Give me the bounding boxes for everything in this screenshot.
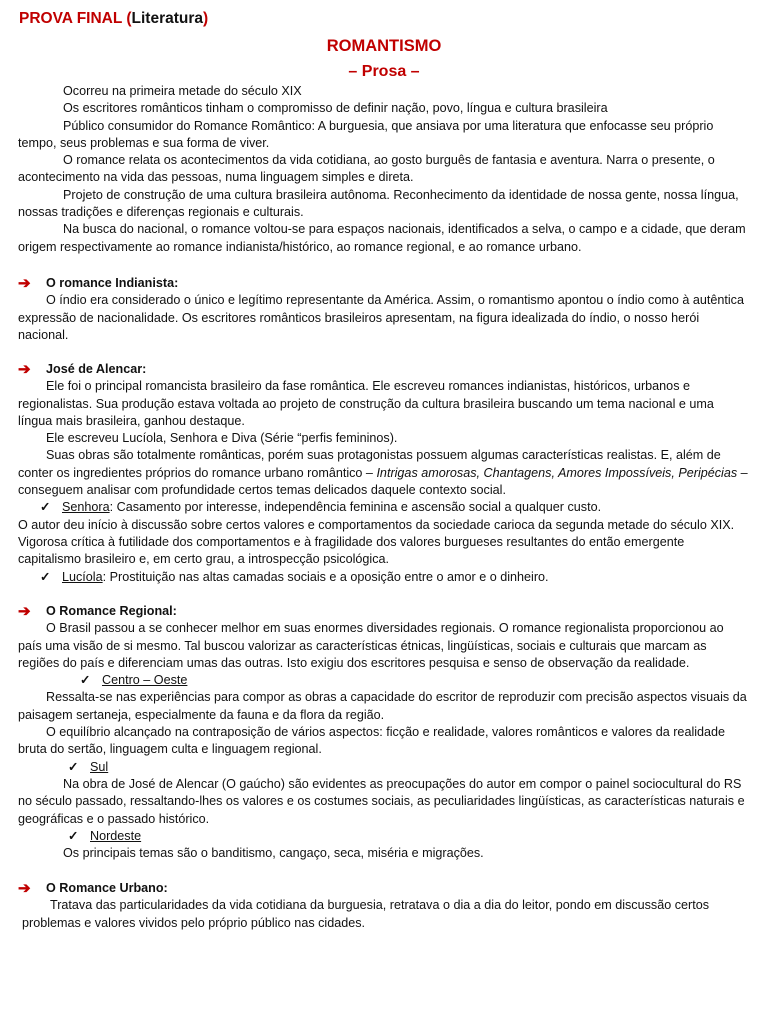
luciola-label: Lucíola <box>62 569 103 584</box>
intro-paragraph: Projeto de construção de uma cultura brasileira autônoma. Reconhecimento da identidade de nossa gente, nossa língua, nossas tradições e diferenças regionais e culturais. <box>18 187 739 220</box>
intro-paragraph: Público consumidor do Romance Romântico: A burguesia, que ansiava por uma literatura que enfocasse seu próprio tempo, seus problemas e sua forma de viver. <box>18 118 714 150</box>
sul-item <box>18 759 748 776</box>
indianista-section <box>18 275 748 344</box>
checkmark-icon: ✓ <box>68 828 79 843</box>
senhora-label: Senhora <box>62 500 110 515</box>
regional-text: O Brasil passou a se conhecer melhor em suas enormes diversidades regionais. O romance regionalista proporcionou ao país uma visão de si mesmo. Tal buscou valorizar as características étnicas, lingüísticas, sociais e culturais que marcam as regiões do país e diferenciam umas das outras. Isto exigiu dos escritores pesquisa e senso de observação da realidade. <box>18 621 724 670</box>
alencar-heading: José de Alencar: <box>46 362 147 376</box>
alencar-paragraph: Ele foi o principal romancista brasileiro da fase romântica. Ele escreveu romances indianistas, históricos, urbanos e regionalistas. Sua produção estava voltada ao projeto de construção da cultura brasileira buscando um tema nacional e uma língua mais brasileira, ganhou destaque. <box>18 379 714 428</box>
nordeste-item <box>18 828 748 845</box>
nordeste-label: Nordeste <box>90 828 142 843</box>
arrow-right-icon: ➔ <box>18 880 31 897</box>
alencar-paragraph <box>18 447 748 499</box>
regional-section <box>18 603 748 862</box>
checkmark-icon: ✓ <box>68 759 79 774</box>
centro-oeste-item <box>18 672 748 689</box>
section-heading <box>18 880 748 897</box>
alencar-paragraph: Ele escreveu Lucíola, Senhora e Diva (Série “perfis femininos). <box>46 431 398 446</box>
senhora-paragraph: O autor deu início à discussão sobre certos valores e comportamentos da sociedade carioca da segunda metade do século XIX. Vigorosa crítica à futilidade dos comportamentos e à fragilidade dos valores burgueses resultantes do então emergente capitalismo brasileiro e, em certo grau, a introspecção psicológica. <box>18 517 735 567</box>
section-heading <box>18 275 748 292</box>
centro-oeste-paragraph: Ressalta-se nas experiências para compor as obras a capacidade do escritor de reproduzir com precisão aspectos visuais da paisagem sertaneja, especialmente da fauna e da flora da região. <box>18 690 747 722</box>
header-suffix: ) <box>203 10 209 27</box>
nordeste-paragraph: Os principais temas são o banditismo, cangaço, seca, miséria e migrações. <box>63 846 484 861</box>
intro-paragraph: Ocorreu na primeira metade do século XIX <box>63 84 302 98</box>
regional-heading: O Romance Regional: <box>46 604 177 618</box>
page-title: ROMANTISMO <box>326 37 442 55</box>
senhora-item <box>18 499 748 516</box>
intro-section <box>18 83 748 256</box>
urbano-section <box>18 880 748 932</box>
checkmark-icon: ✓ <box>40 569 51 584</box>
alencar-p3-italic: Intrigas amorosas, Chantagens, Amores Impossíveis, Peripécias <box>376 465 738 480</box>
alencar-p3-end: – conseguem analisar com profundidade certos temas delicados daquele contexto social. <box>18 465 748 498</box>
checkmark-icon: ✓ <box>40 500 51 515</box>
header-prefix: PROVA FINAL ( <box>19 10 132 27</box>
exam-header <box>19 10 208 27</box>
arrow-right-icon: ➔ <box>18 361 31 378</box>
centro-oeste-label: Centro – Oeste <box>102 673 188 688</box>
alencar-section <box>18 361 748 586</box>
page-subtitle: – Prosa – <box>348 63 420 80</box>
urbano-text: Tratava das particularidades da vida cotidiana da burguesia, retratava o dia a dia do leitor, pondo em discussão certos problemas e valores vividos pelo próprio público nas cidades. <box>22 898 710 930</box>
urbano-heading: O Romance Urbano: <box>46 881 168 895</box>
intro-paragraph: Os escritores românticos tinham o compromisso de definir nação, povo, língua e cultura brasileira <box>63 101 608 116</box>
header-subject: Literatura <box>131 10 204 27</box>
intro-paragraph: Na busca do nacional, o romance voltou-se para espaços nacionais, identificados a selva, o campo e a cidade, que deram origem respectivamente ao romance indianista/histórico, ao romance regional, e ao romance urbano. <box>18 222 746 254</box>
sul-paragraph: Na obra de José de Alencar (O gaúcho) são evidentes as preocupações do autor em compor o painel sociocultural do RS no século passado, ressaltando-lhes os valores e os costumes sociais, as peculiaridades lingüísticas, as características naturais e geográficas e o passado histórico. <box>18 776 745 826</box>
section-heading <box>18 603 748 620</box>
senhora-text: : Casamento por interesse, independência feminina e ascensão social a qualquer custo. <box>109 500 602 515</box>
section-heading <box>18 361 748 378</box>
intro-paragraph: O romance relata os acontecimentos da vida cotidiana, ao gosto burguês de fantasia e aventura. Narra o presente, o acontecimento na vida das pessoas, numa linguagem simples e direta. <box>18 153 715 185</box>
indianista-text: O índio era considerado o único e legítimo representante da América. Assim, o romantismo apontou o índio como à autêntica expressão de nacionalidade. Os escritores românticos brasileiros apresentam, na figura idealizada do índio, o nosso herói nacional. <box>18 293 744 342</box>
sul-label: Sul <box>90 759 109 774</box>
luciola-item <box>18 569 748 586</box>
arrow-right-icon: ➔ <box>18 275 31 292</box>
indianista-heading: O romance Indianista: <box>46 276 179 290</box>
checkmark-icon: ✓ <box>80 673 91 688</box>
alencar-p3-start: Suas obras são totalmente românticas, porém suas protagonistas possuem algumas características realistas. E, além de conter os ingredientes próprios do romance urbano romântico – <box>18 448 721 480</box>
centro-oeste-paragraph: O equilíbrio alcançado na contraposição de vários aspectos: ficção e realidade, valores românticos e valores da realidade bruta do sertão, linguagem culta e linguagem regional. <box>18 725 726 757</box>
arrow-right-icon: ➔ <box>18 603 31 620</box>
luciola-text: : Prostituição nas altas camadas sociais e a oposição entre o amor e o dinheiro. <box>102 569 549 584</box>
